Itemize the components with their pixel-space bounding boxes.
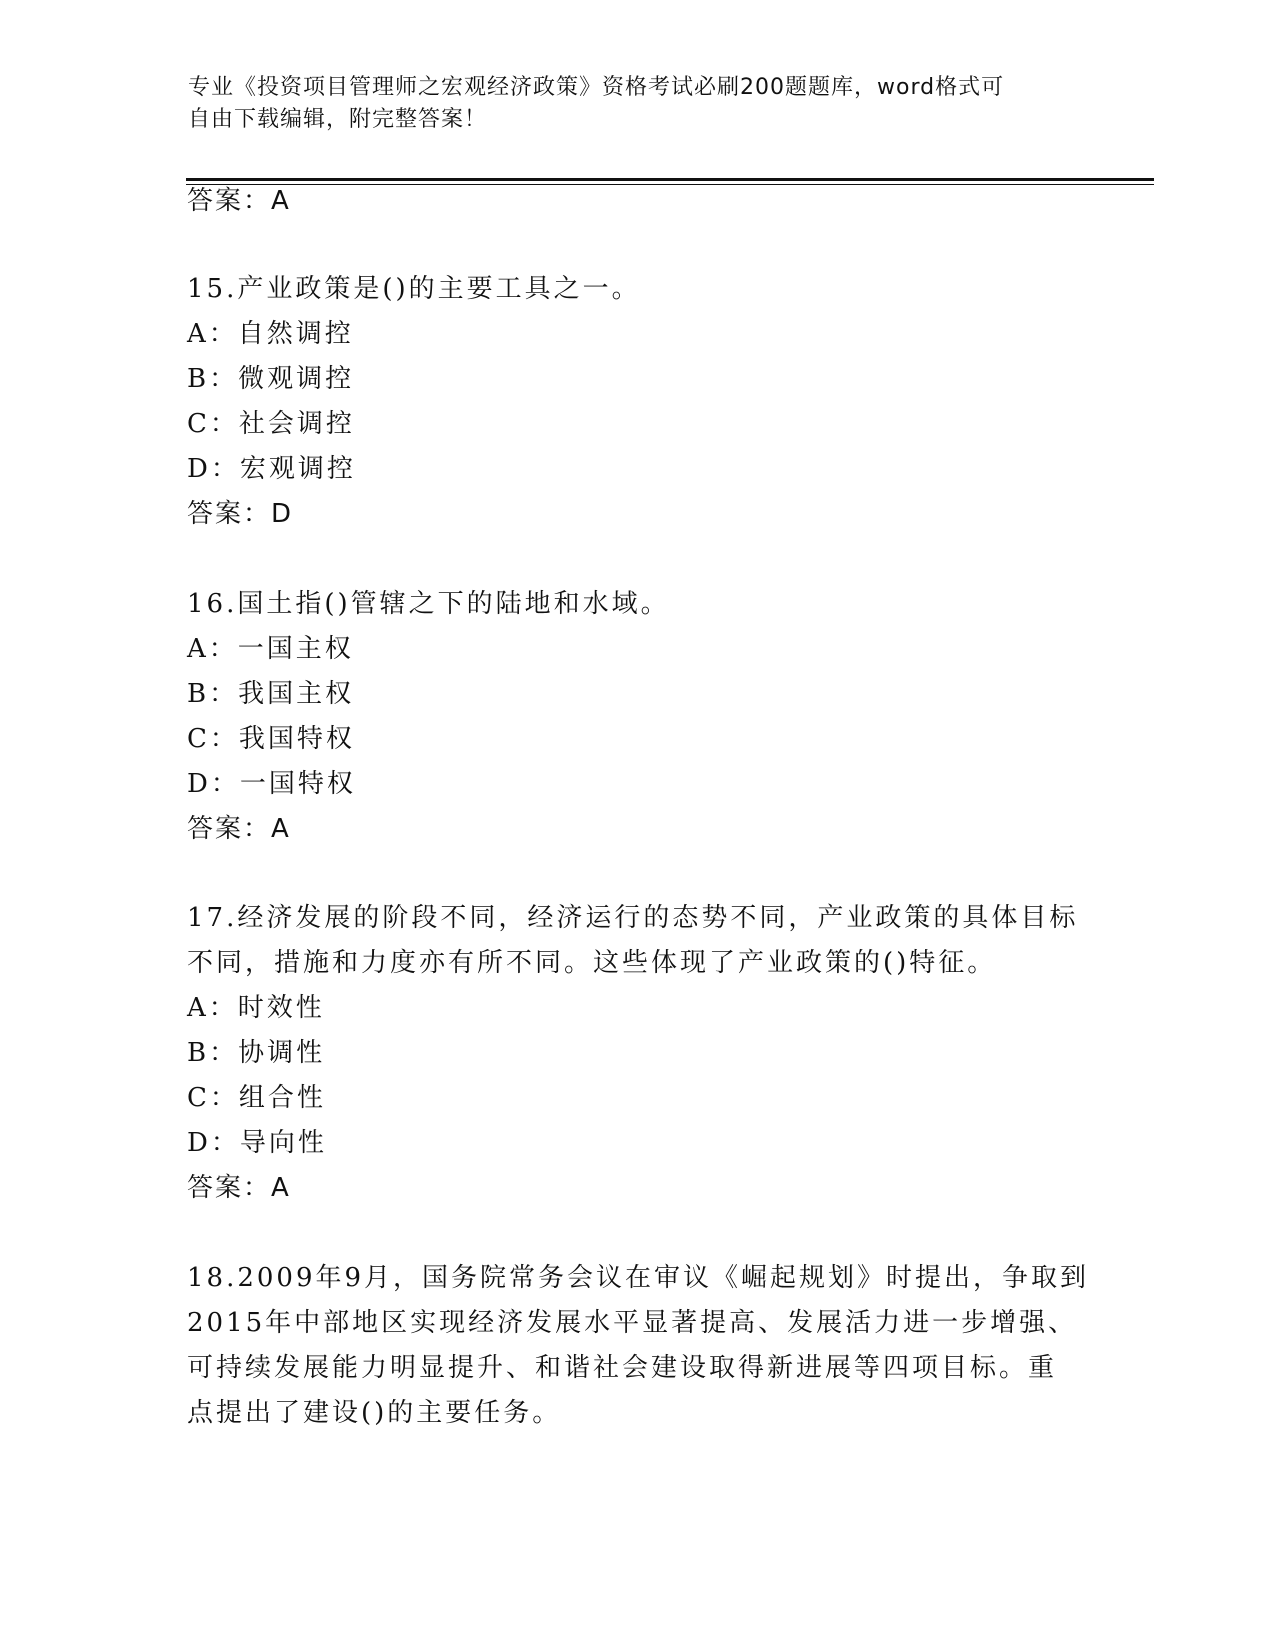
question-stem: 15.产业政策是()的主要工具之一。 xyxy=(187,274,641,304)
question-16-block xyxy=(187,582,1087,852)
document-header xyxy=(188,72,1068,136)
option-c: C：组合性 xyxy=(187,1083,326,1113)
question-stem-line-2: 2015年中部地区实现经济发展水平显著提高、发展活力进一步增强、 xyxy=(187,1308,1078,1338)
option-d: D：宏观调控 xyxy=(187,454,356,484)
option-b: B：微观调控 xyxy=(187,364,355,394)
question-stem: 16.国土指()管辖之下的陆地和水域。 xyxy=(187,589,670,619)
question-stem-line-2: 不同，措施和力度亦有所不同。这些体现了产业政策的()特征。 xyxy=(187,948,997,978)
option-c: C：我国特权 xyxy=(187,724,355,754)
question-stem-line-1: 17.经济发展的阶段不同，经济运行的态势不同，产业政策的具体目标 xyxy=(187,903,1079,933)
question-stem-line-4: 点提出了建设()的主要任务。 xyxy=(187,1398,562,1428)
option-a: A：自然调控 xyxy=(187,319,354,349)
option-a: A：时效性 xyxy=(187,993,325,1023)
question-stem-line-1: 18.2009年9月，国务院常务会议在审议《崛起规划》时提出，争取到 xyxy=(187,1263,1090,1293)
option-b: B：协调性 xyxy=(187,1038,326,1068)
question-14-block xyxy=(187,179,1087,224)
answer-line: 答案：A xyxy=(187,814,291,844)
option-c: C：社会调控 xyxy=(187,409,355,439)
question-18-block xyxy=(187,1256,1090,1436)
question-17-block xyxy=(187,896,1087,1211)
answer-line: 答案：A xyxy=(187,186,291,216)
header-line-1: 专业《投资项目管理师之宏观经济政策》资格考试必刷200题题库，word格式可 xyxy=(188,75,1005,100)
option-d: D：导向性 xyxy=(187,1128,327,1158)
header-line-2: 自由下载编辑，附完整答案！ xyxy=(188,107,488,132)
question-15-block xyxy=(187,267,1087,537)
question-stem-line-3: 可持续发展能力明显提升、和谐社会建设取得新进展等四项目标。重 xyxy=(187,1353,1058,1383)
option-b: B：我国主权 xyxy=(187,679,355,709)
answer-line: 答案：D xyxy=(187,499,294,529)
answer-line: 答案：A xyxy=(187,1173,291,1203)
option-d: D：一国特权 xyxy=(187,769,356,799)
option-a: A：一国主权 xyxy=(187,634,354,664)
